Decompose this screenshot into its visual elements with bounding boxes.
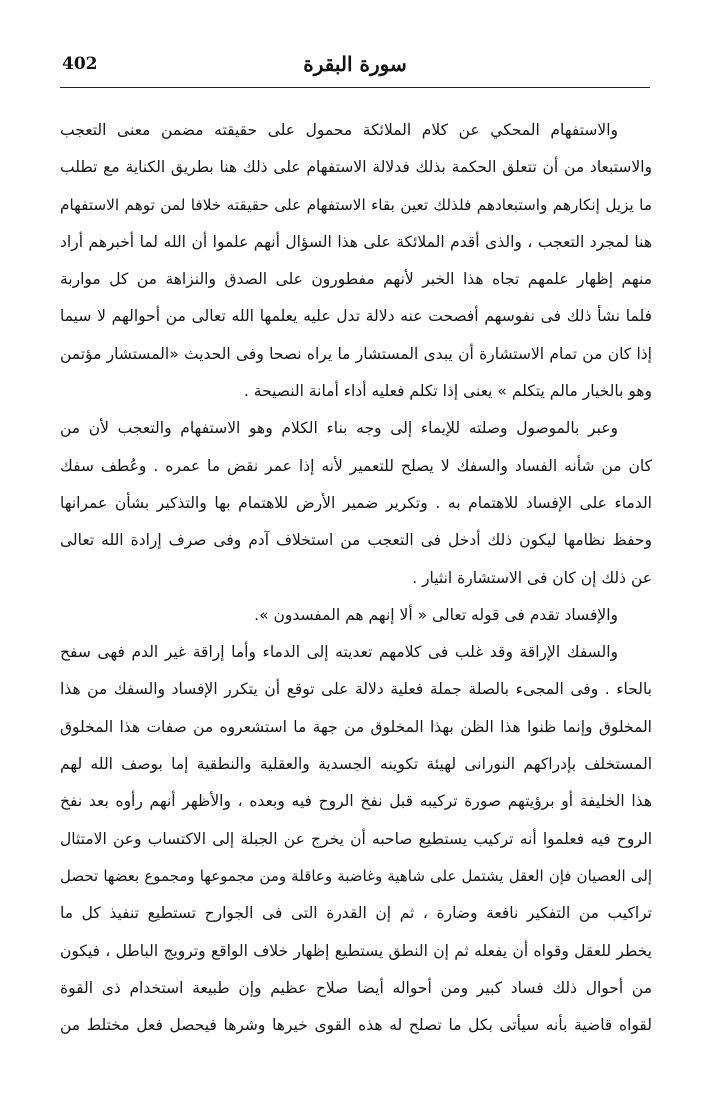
- text-line: فلما نشأ ذلك فى نفوسهم أفصحت عنه دلالة تدل عليه يعلمها الله تعالى من أحوالهم لا سيما: [60, 307, 652, 326]
- text-line: هنا لمجرد التعجب ، والذى أقدم الملائكة على هذا السؤال أنهم علموا أن الله لما أخبرهم أراد: [60, 232, 652, 251]
- text-line: كان من شأنه الفساد والسفك لا يصلح للتعمير لأنه إذا عمر نقض ما عمره . وعُطف سفك: [60, 456, 652, 475]
- text-line: بالحاء . وفى المجىء بالصلة جملة فعلية دلالة على توقع أن يتكرر الإفساد والسفك من هذا: [60, 680, 652, 699]
- text-line: المستخلف بإدراكهم النورانى لهيئة تكوينه الجسدية والعقلية والنطقية إما بوصف الله لهم: [60, 755, 652, 774]
- text-line: تراكيب من التفكير نافعة وضارة ، ثم إن القدرة التى فى الجوارح تستطيع تنفيذ كل ما: [60, 904, 652, 923]
- text-line: المخلوق وإنما ظنوا هذا الظن بهذا المخلوق من جهة ما استشعروه من صفات هذا المخلوق: [60, 717, 652, 736]
- text-line: والإفساد تقدم فى قوله تعالى « ألا إنهم هم المفسدون ».: [254, 605, 618, 624]
- text-line: والاستفهام المحكي عن كلام الملائكة محمول على حقيقته مضمن معنى التعجب: [60, 121, 618, 139]
- text-line: والاستبعاد من أن تتعلق الحكمة بذلك فدلالة الاستفهام على ذلك هنا بطريق الكناية مع تطلب: [60, 158, 652, 177]
- text-line: من أحوال ذلك فساد كبير ومن أحواله أيضا صلاح عظيم وإن طبيعة استخدام ذى القوة: [60, 978, 652, 997]
- page-header: [60, 50, 650, 86]
- text-line: وعبر بالموصول وصلته للإيماء إلى وجه بناء الكلام وهو الاستفهام والتعجب لأن من: [60, 419, 618, 438]
- running-title: سورة البقرة: [303, 52, 407, 76]
- text-line: يخطر للعقل وقواه أن يفعله ثم إن النطق يستطيع إظهار خلاف الواقع وترويج الباطل ، فيكون: [60, 941, 652, 960]
- text-line: إلى العصيان فإن العقل يشتمل على شاهية وغاضبة وعاقلة ومن مجموعها ومجموع بعضها تحصل: [60, 866, 652, 885]
- text-line: عن ذلك إن كان فى الاستشارة انثيار .: [412, 568, 652, 587]
- text-line: ما يزيل إنكارهم واستبعادهم فلذلك تعين بقاء الاستفهام على حقيقته خلافا لمن توهم الاستفهام: [60, 195, 652, 214]
- text-line: الدماء على الإفساد للاهتمام به . وتكرير ضمير الأرض للاهتمام بها والتذكير بشأن عمرانها: [60, 493, 652, 512]
- page-number: 402: [62, 54, 98, 74]
- text-line: لقواه قاضية بأنه سيأتى بكل ما تصلح له هذه القوى خيرها وشرها فيحصل فعل مختلط من: [60, 1016, 652, 1035]
- text-line: وحفظ نظامها ليكون ذلك أدخل فى التعجب من استخلاف آدم وفى صرف إرادة الله تعالى: [60, 531, 652, 550]
- header-divider: [60, 87, 650, 88]
- text-line: إذا كان من تمام الاستشارة أن يبدى المستشار ما يراه نصحا وفى الحديث «المستشار مؤتمن: [60, 344, 652, 363]
- body-text: [60, 112, 652, 1044]
- text-line: الروح فيه فعلموا أنه تركيب يستطيع صاحبه أن يخرج عن الجبلة إلى الاكتساب وعن الامتثال: [60, 829, 652, 848]
- text-line: والسفك الإراقة وقد غلب فى كلامهم تعديته إلى الدماء وأما إراقة غير الدم فهى سفح: [60, 643, 618, 662]
- text-line: هذا الخليفة أو برؤيتهم صورة تركيبه قبل نفخ الروح فيه وبعده ، والأظهر أنهم رأوه بعد نفخ: [60, 792, 652, 811]
- text-line: وهو بالخيار مالم يتكلم » يعنى إذا تكلم فعليه أداء أمانة النصيحة .: [243, 382, 652, 401]
- text-line: منهم إظهار علمهم تجاه هذا الخبر لأنهم مفطورون على الصدق والنزاهة من كل مواربة: [60, 270, 652, 289]
